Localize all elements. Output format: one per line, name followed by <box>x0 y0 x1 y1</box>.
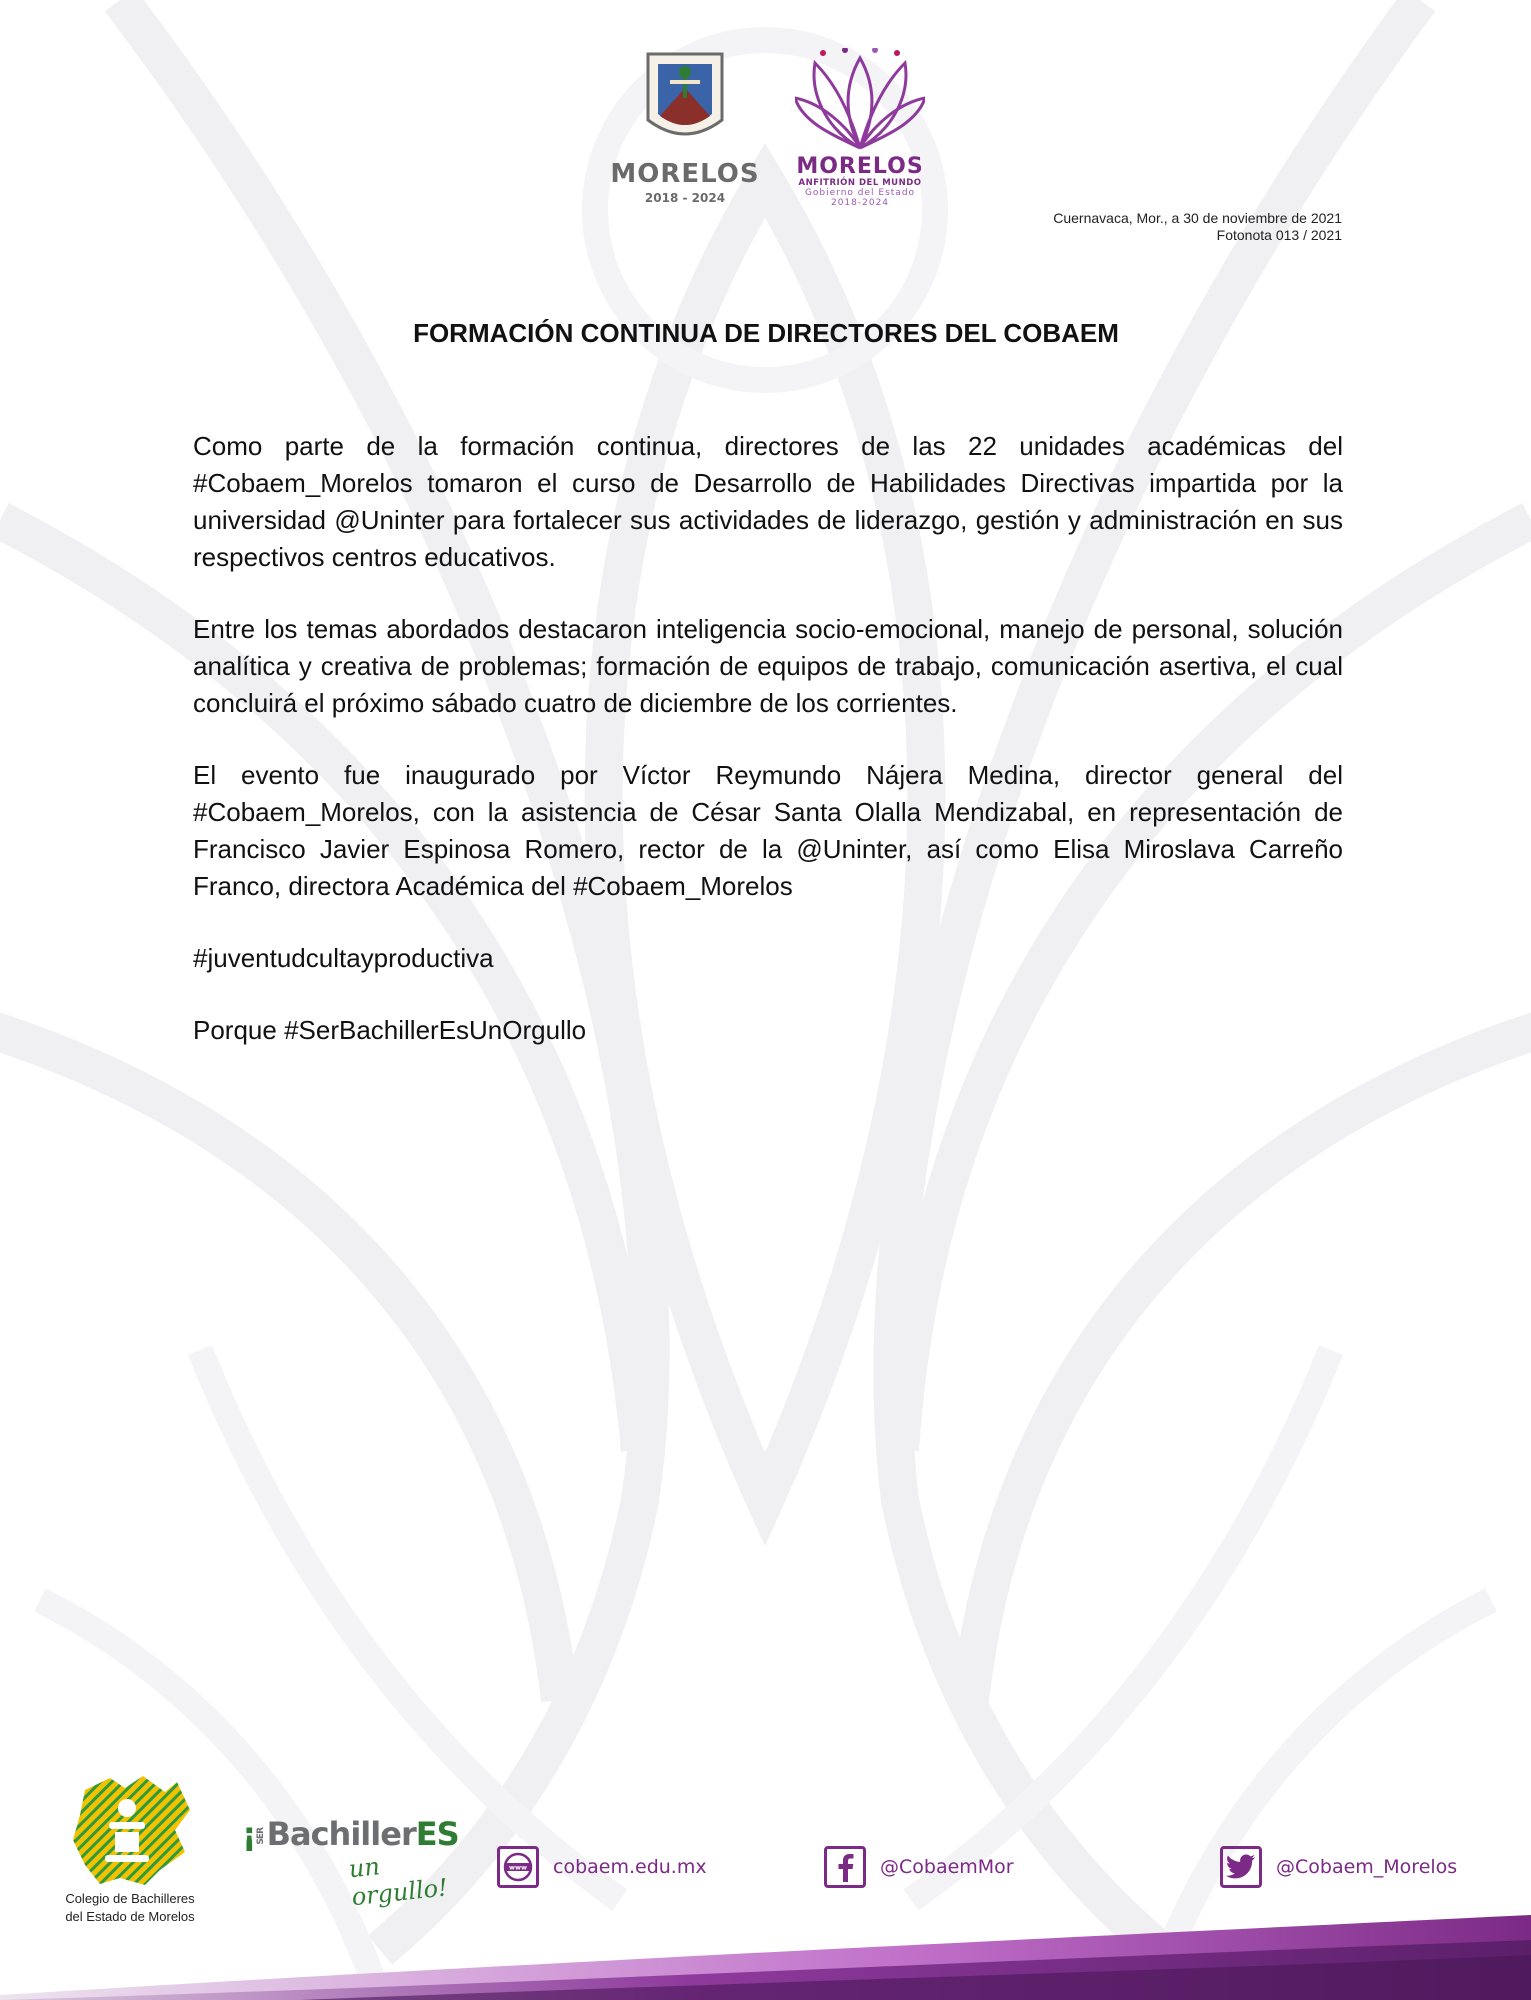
www-icon <box>497 1846 539 1888</box>
cobaem-logo-line-1: Colegio de Bachilleres <box>65 1891 195 1906</box>
website-link[interactable] <box>497 1845 707 1889</box>
cobaem-logo-line-2: del Estado de Morelos <box>65 1909 195 1924</box>
lotus-flower-icon <box>795 48 925 156</box>
footer-decorative-band <box>0 1900 1531 2000</box>
morelos-logo-years: 2018 - 2024 <box>644 191 726 205</box>
bachilleres-logo-es: ES <box>415 1815 459 1853</box>
facebook-link[interactable] <box>824 1845 1014 1889</box>
bachilleres-logo-bachiller: Bachiller <box>266 1815 416 1853</box>
twitter-icon <box>1220 1846 1262 1888</box>
anfitrion-logo-gobierno: Gobierno del Estado <box>804 188 916 198</box>
twitter-link[interactable] <box>1220 1845 1457 1889</box>
morelos-logo-name: MORELOS <box>610 159 760 189</box>
body-paragraph: Entre los temas abordados destacaron inteligencia socio-emocional, manejo de personal, solución analítica y creativa de problemas; formación de equipos de trabajo, comunicación asertiva, el cual concluirá el próximo sábado cuatro de diciembre de los corrientes. <box>193 614 1343 718</box>
facebook-icon <box>824 1846 866 1888</box>
morelos-anfitrion-logo <box>785 48 935 223</box>
anfitrion-logo-name: MORELOS <box>796 154 924 179</box>
morelos-government-logo <box>600 50 770 220</box>
svg-text:www: www <box>508 1863 528 1872</box>
hashtag-line: #juventudcultayproductiva <box>193 943 494 973</box>
website-link-label[interactable]: cobaem.edu.mx <box>553 1856 707 1878</box>
cobaem-map-icon <box>65 1770 195 1890</box>
bachilleres-logo-ser: SER <box>255 1827 266 1845</box>
ser-bachilleres-logo <box>242 1815 472 1912</box>
document-body <box>193 428 1343 1084</box>
body-paragraph: Como parte de la formación continua, directores de las 22 unidades académicas del #Cobaem_Morelos tomaron el curso de Desarrollo de Habilidades Directivas impartida por la universidad @Uninter para fortalecer sus actividades de liderazgo, gestión y administración en sus respectivos centros educativos. <box>193 431 1343 572</box>
document-reference: Fotonota 013 / 2021 <box>1216 227 1342 243</box>
twitter-link-label[interactable]: @Cobaem_Morelos <box>1276 1856 1458 1878</box>
closing-line: Porque #SerBachillerEsUnOrgullo <box>193 1015 587 1045</box>
bachilleres-logo-orgullo: un orgullo! <box>347 1852 449 1912</box>
facebook-link-label[interactable]: @CobaemMor <box>880 1856 1014 1878</box>
body-paragraph: El evento fue inaugurado por Víctor Reymundo Nájera Medina, director general del #Cobaem_Morelos, con la asistencia de César Santa Olalla Mendizabal, en representación de Francisco Javier Espinosa Romero, rector de la @Uninter, así como Elisa Miroslava Carreño Franco, directora Académica del #Cobaem_Morelos <box>193 760 1343 901</box>
bachilleres-logo-exclamation: ¡ <box>242 1815 256 1853</box>
anfitrion-logo-years: 2018-2024 <box>830 198 890 208</box>
morelos-seal-icon <box>644 50 726 148</box>
place-date: Cuernavaca, Mor., a 30 de noviembre de 2021 <box>1053 210 1342 226</box>
anfitrion-logo-tagline: ANFITRIÓN DEL MUNDO <box>798 178 922 188</box>
place-date-block <box>1053 210 1342 244</box>
document-title: FORMACIÓN CONTINUA DE DIRECTORES DEL COBAEM <box>413 318 1119 348</box>
